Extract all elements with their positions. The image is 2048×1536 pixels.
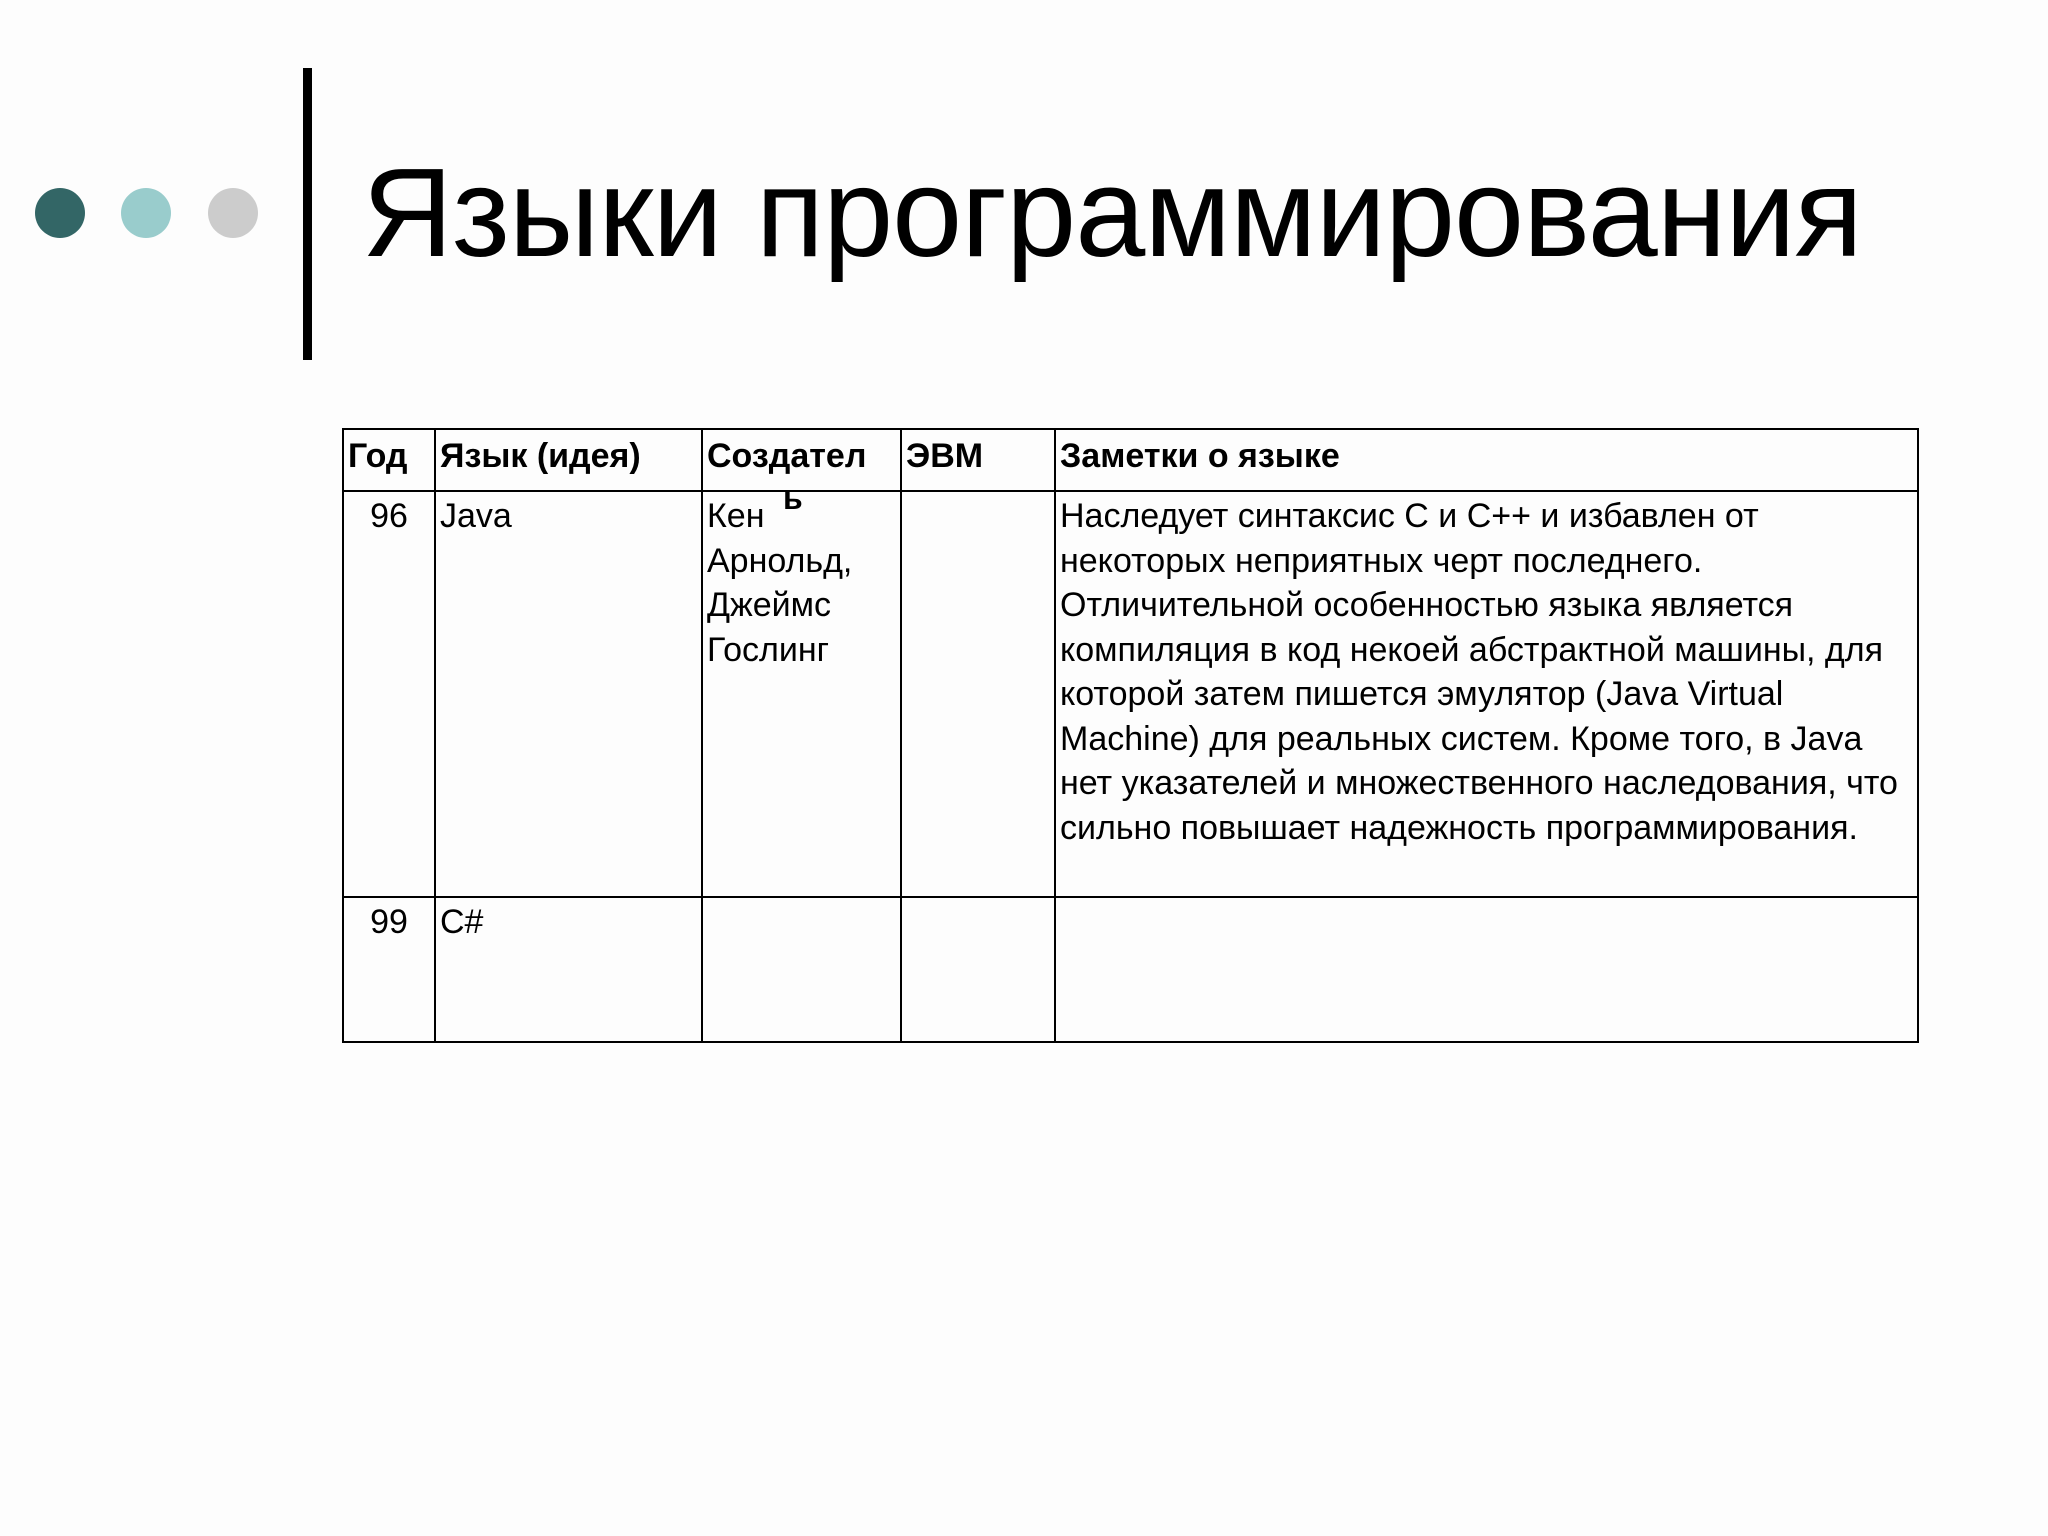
cell-year: 99 bbox=[343, 897, 435, 1042]
table-row bbox=[343, 491, 1918, 897]
cell-creator bbox=[702, 897, 901, 1042]
cell-creator bbox=[702, 491, 901, 897]
cell-notes bbox=[1055, 897, 1918, 1042]
creator-line: Джеймс bbox=[707, 586, 832, 624]
languages-table bbox=[342, 428, 1919, 1043]
decorative-dot-teal bbox=[121, 188, 171, 238]
header-year: Год bbox=[343, 429, 435, 491]
decorative-dot-dark bbox=[35, 188, 85, 238]
header-evm: ЭВМ bbox=[901, 429, 1055, 491]
title-divider bbox=[303, 68, 312, 360]
cell-evm bbox=[901, 897, 1055, 1042]
header-creator-overflow-glyph: ь bbox=[783, 480, 803, 516]
table-row bbox=[343, 897, 1918, 1042]
table-header-row bbox=[343, 429, 1918, 491]
cell-language: Java bbox=[435, 491, 702, 897]
creator-line: Кен bbox=[707, 497, 765, 535]
cell-year: 96 bbox=[343, 491, 435, 897]
cell-evm bbox=[901, 491, 1055, 897]
creator-line: Гослинг bbox=[707, 630, 830, 669]
cell-notes: Наследует синтаксис С и С++ и избавлен от некоторых неприятных черт последнего. Отличительной особенностью языка является компиляция в код некоей абстрактной машины, для которой затем пишется эмулятор (Java Virtual Machine) для реальных систем. Кроме того, в Java нет указателей и множественного наследования, что сильно повышает надежность программирования. bbox=[1055, 491, 1918, 897]
decorative-dot-gray bbox=[208, 188, 258, 238]
header-creator: Создател bbox=[702, 429, 901, 491]
header-language: Язык (идея) bbox=[435, 429, 702, 491]
cell-language: C# bbox=[435, 897, 702, 1042]
creator-line: Арнольд, bbox=[707, 541, 853, 580]
slide-title: Языки программирования bbox=[362, 142, 1862, 283]
header-notes: Заметки о языке bbox=[1055, 429, 1918, 491]
